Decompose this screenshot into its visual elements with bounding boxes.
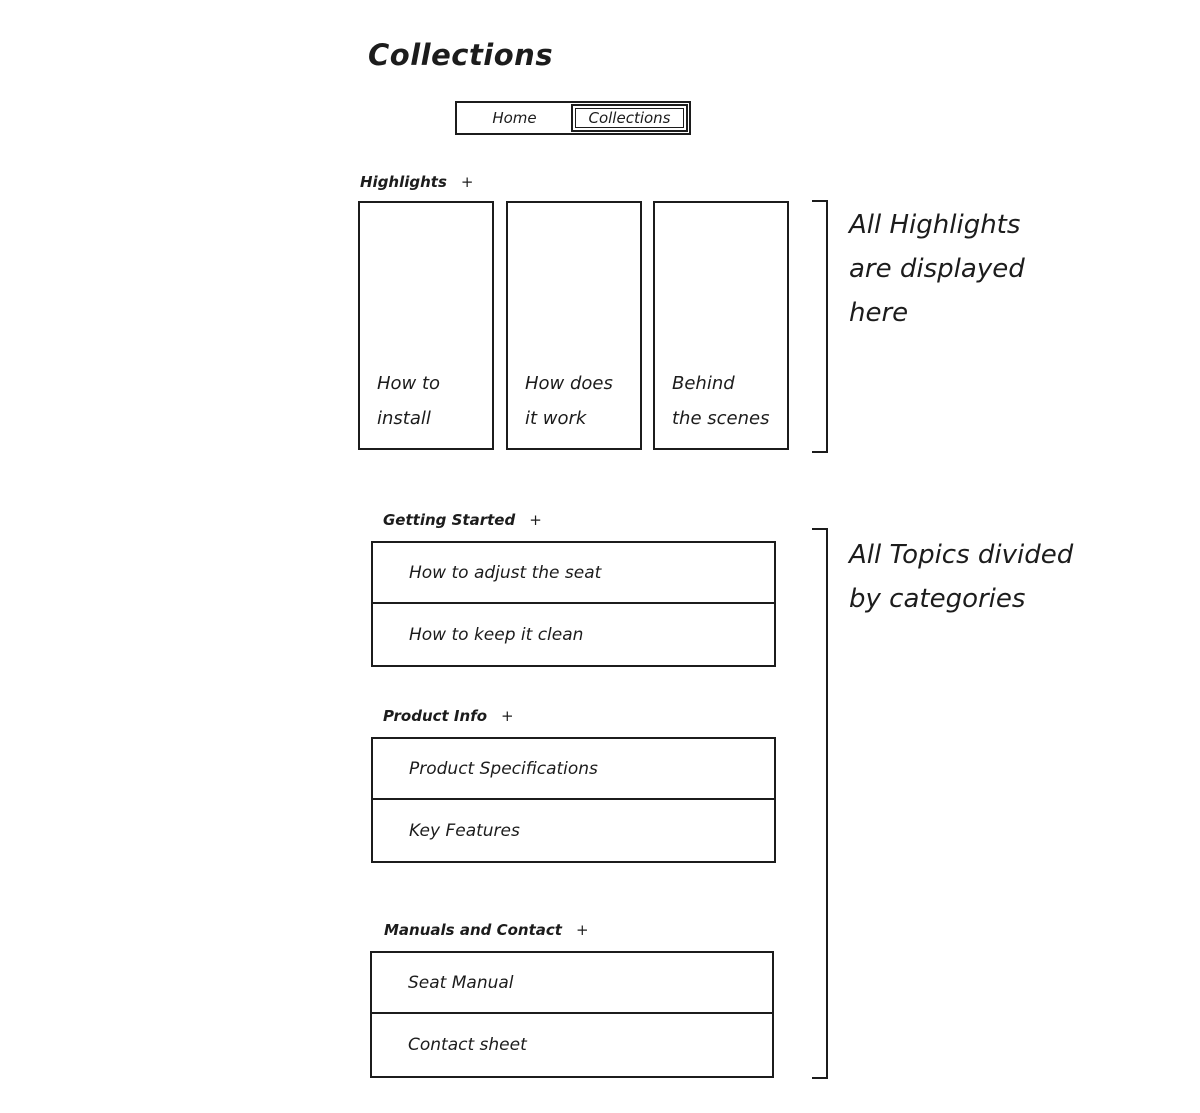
highlight-card-label: How does it work <box>525 373 613 429</box>
topics-annotation: All Topics divided by categories <box>849 540 1074 614</box>
category-label-product-info: Product Info <box>383 707 488 725</box>
tab-home[interactable]: Home <box>492 109 537 127</box>
highlights-add-button[interactable]: + <box>460 173 474 191</box>
highlights-annotation-bracket <box>812 200 828 453</box>
category-label-manuals-and-contact: Manuals and Contact <box>384 921 562 939</box>
highlight-card-behind-the-scenes[interactable] <box>653 201 789 450</box>
highlights-label: Highlights <box>360 173 447 191</box>
highlights-section-header <box>360 173 474 191</box>
category-header-manuals-and-contact <box>384 921 589 939</box>
tab-collections[interactable] <box>571 104 688 132</box>
topic-row-how-to-adjust-the-seat[interactable]: How to adjust the seat <box>373 543 774 604</box>
page-title: Collections <box>368 38 554 72</box>
highlight-card-label: How to install <box>377 373 441 429</box>
topic-row-contact-sheet[interactable]: Contact sheet <box>408 1034 527 1055</box>
highlight-card-how-does-it-work[interactable] <box>506 201 642 450</box>
tab-bar <box>455 101 691 135</box>
product-info-add-button[interactable]: + <box>501 707 514 725</box>
getting-started-add-button[interactable]: + <box>529 511 542 529</box>
highlights-annotation: All Highlights are displayed here <box>849 210 1025 328</box>
topic-box-getting-started <box>371 541 776 667</box>
category-header-getting-started <box>383 511 542 529</box>
highlight-card-label: Behind the scenes <box>672 373 770 429</box>
tab-collections-label: Collections <box>575 108 684 128</box>
manuals-and-contact-add-button[interactable]: + <box>575 921 589 939</box>
category-header-product-info <box>383 707 514 725</box>
topic-box-product-info <box>371 737 776 863</box>
topics-annotation-bracket <box>812 528 828 1079</box>
highlight-card-how-to-install[interactable] <box>358 201 494 450</box>
topic-row-how-to-keep-it-clean[interactable]: How to keep it clean <box>409 624 584 645</box>
category-label-getting-started: Getting Started <box>383 511 516 529</box>
topic-row-product-specifications[interactable]: Product Specifications <box>373 739 774 800</box>
topic-row-seat-manual[interactable]: Seat Manual <box>372 953 772 1014</box>
topic-row-key-features[interactable]: Key Features <box>409 820 520 841</box>
topic-box-manuals-and-contact <box>370 951 774 1078</box>
